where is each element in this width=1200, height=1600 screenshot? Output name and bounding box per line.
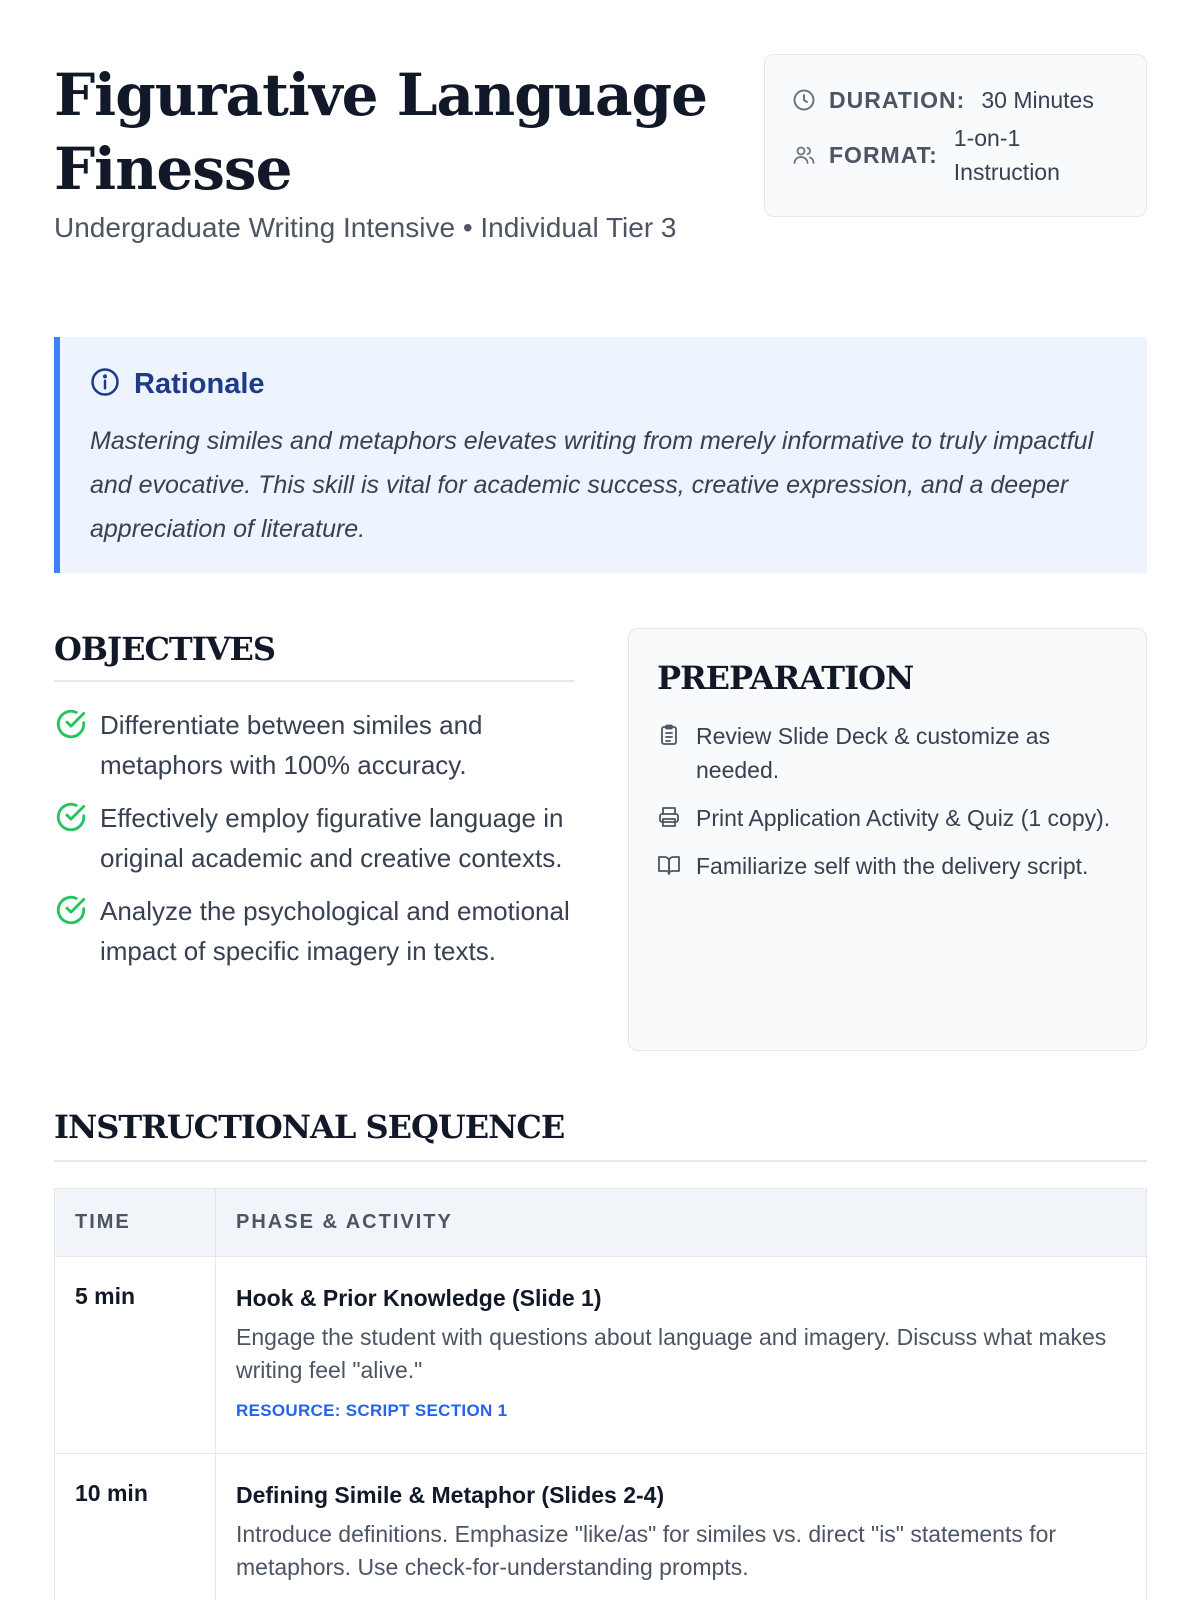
objective-item bbox=[54, 891, 574, 971]
activity-description: Introduce definitions. Emphasize "like/as" for similes vs. direct "is" statements for metaphors. Use check-for-understanding prompts. bbox=[236, 1521, 1057, 1580]
objective-text: Analyze the psychological and emotional impact of specific imagery in texts. bbox=[100, 896, 570, 966]
clock-icon bbox=[791, 87, 817, 113]
rationale-title: Rationale bbox=[134, 368, 265, 400]
table-row bbox=[55, 1257, 1146, 1454]
printer-icon bbox=[657, 805, 681, 829]
preparation-list bbox=[657, 719, 1117, 897]
objective-item bbox=[54, 798, 574, 878]
row-time: 10 min bbox=[55, 1454, 216, 1600]
preparation-text: Familiarize self with the delivery script. bbox=[696, 853, 1089, 879]
activity-description: Engage the student with questions about language and imagery. Discuss what makes writing feel "alive." bbox=[236, 1324, 1107, 1383]
objectives-heading: OBJECTIVES bbox=[54, 630, 276, 668]
table-header-row bbox=[55, 1189, 1146, 1257]
book-open-icon bbox=[657, 853, 681, 877]
lesson-plan-page bbox=[54, 0, 1147, 1600]
rationale-header bbox=[90, 367, 265, 402]
format-row bbox=[791, 121, 1094, 189]
preparation-heading: PREPARATION bbox=[657, 659, 914, 697]
preparation-item bbox=[657, 719, 1117, 787]
row-activity bbox=[216, 1454, 1146, 1600]
sequence-divider bbox=[54, 1160, 1147, 1162]
table-row bbox=[55, 1454, 1146, 1600]
rationale-text: Mastering similes and metaphors elevates writing from merely informative to truly impactful and evocative. This skill is vital for academic success, creative expression, and a deeper appreciation of literature. bbox=[90, 427, 1094, 543]
objectives-divider bbox=[54, 680, 574, 682]
preparation-item bbox=[657, 801, 1117, 835]
duration-value: 30 Minutes bbox=[981, 87, 1094, 113]
column-header-time: TIME bbox=[55, 1189, 216, 1256]
page-title: Figurative Language Finesse bbox=[54, 61, 707, 203]
duration-label: DURATION: bbox=[829, 86, 966, 113]
activity-resource: RESOURCE: SCRIPT SECTION 1 bbox=[236, 1401, 508, 1420]
sequence-heading: INSTRUCTIONAL SEQUENCE bbox=[54, 1108, 565, 1146]
check-circle-icon bbox=[54, 893, 88, 927]
activity-title: Hook & Prior Knowledge (Slide 1) bbox=[236, 1285, 602, 1311]
activity-title: Defining Simile & Metaphor (Slides 2-4) bbox=[236, 1482, 665, 1508]
preparation-item bbox=[657, 849, 1117, 883]
preparation-text: Print Application Activity & Quiz (1 copy). bbox=[696, 805, 1111, 831]
preparation-text: Review Slide Deck & customize as needed. bbox=[696, 723, 1051, 783]
column-header-phase: PHASE & ACTIVITY bbox=[236, 1211, 453, 1233]
users-icon bbox=[791, 142, 817, 168]
rationale-callout bbox=[54, 337, 1147, 573]
objective-text: Effectively employ figurative language in original academic and creative contexts. bbox=[100, 803, 564, 873]
check-circle-icon bbox=[54, 800, 88, 834]
check-circle-icon bbox=[54, 707, 88, 741]
row-activity bbox=[216, 1257, 1146, 1453]
row-time: 5 min bbox=[55, 1257, 216, 1453]
preparation-card bbox=[628, 628, 1147, 1051]
info-icon bbox=[90, 367, 120, 402]
objective-text: Differentiate between similes and metaphors with 100% accuracy. bbox=[100, 710, 483, 780]
sequence-table bbox=[54, 1188, 1147, 1600]
lesson-meta-card bbox=[764, 54, 1147, 217]
page-subtitle: Undergraduate Writing Intensive • Individual Tier 3 bbox=[54, 212, 677, 243]
format-value: 1-on-1 Instruction bbox=[953, 125, 1060, 185]
format-label: FORMAT: bbox=[829, 141, 938, 168]
objective-item bbox=[54, 705, 574, 785]
objectives-list bbox=[54, 705, 574, 984]
clipboard-icon bbox=[657, 723, 681, 747]
duration-row bbox=[791, 83, 1094, 117]
